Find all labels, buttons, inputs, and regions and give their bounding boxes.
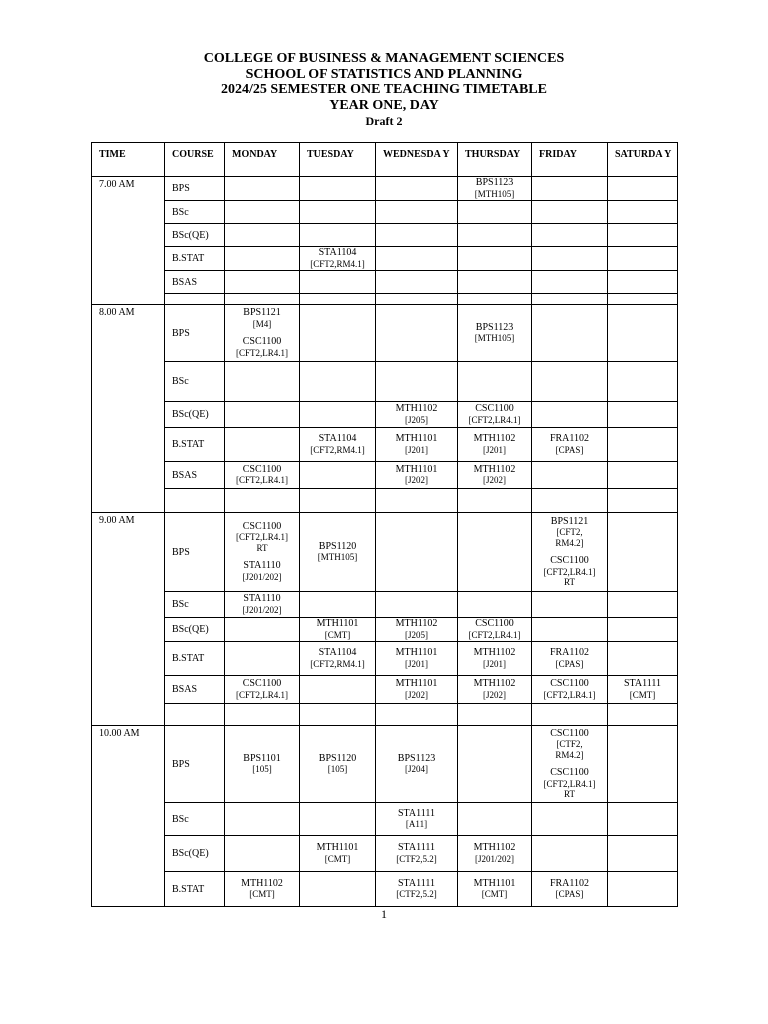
schedule-cell	[376, 803, 458, 836]
schedule-cell	[376, 676, 458, 704]
room-label: [CPAS]	[555, 444, 584, 455]
schedule-cell	[376, 704, 458, 726]
room-label: [CFT2,LR4.1]	[468, 629, 521, 640]
timetable-title: 2024/25 SEMESTER ONE TEACHING TIMETABLE	[221, 82, 547, 97]
course-label: BSc	[165, 803, 225, 836]
room-label: [J201]	[483, 658, 506, 669]
schedule-cell	[532, 177, 608, 201]
year-title: YEAR ONE, DAY	[329, 97, 439, 113]
course-code: MTH1101	[395, 433, 438, 444]
schedule-cell	[300, 201, 376, 224]
schedule-cell	[300, 803, 376, 836]
schedule-cell	[458, 836, 532, 872]
room-label: [J201/202]	[242, 571, 282, 582]
room-label: RT	[256, 542, 268, 553]
schedule-cell	[225, 224, 300, 247]
course-label	[165, 704, 225, 726]
time-slot: 8.00 AM	[92, 305, 165, 513]
schedule-cell	[300, 676, 376, 704]
schedule-cell	[608, 362, 678, 402]
room-label: [CTF2,	[556, 739, 583, 749]
course-label: BPS	[165, 726, 225, 803]
course-code: STA1110	[243, 593, 281, 604]
school-title: SCHOOL OF STATISTICS AND PLANNING	[245, 66, 523, 82]
schedule-cell	[376, 489, 458, 513]
room-label: [CFT2,LR4.1]	[235, 347, 288, 358]
schedule-cell	[376, 836, 458, 872]
room-label: [CFT2,LR4.1]	[235, 475, 288, 485]
schedule-cell	[300, 177, 376, 201]
course-label: BSc(QE)	[165, 402, 225, 428]
schedule-cell	[376, 247, 458, 271]
room-label: [J202]	[405, 689, 428, 700]
schedule-cell	[532, 618, 608, 642]
schedule-cell	[300, 618, 376, 642]
schedule-cell	[300, 271, 376, 294]
room-label: [MTH105]	[474, 333, 515, 343]
schedule-cell	[532, 489, 608, 513]
room-label: [CPAS]	[555, 658, 584, 669]
schedule-cell	[225, 836, 300, 872]
course-label: BSc	[165, 362, 225, 402]
room-label: [J202]	[483, 689, 506, 700]
schedule-cell	[376, 362, 458, 402]
course-code: CSC1100	[550, 767, 589, 778]
document-header	[0, 51, 768, 128]
course-label: BPS	[165, 305, 225, 362]
room-label: [CFT2,RM4.1]	[310, 444, 365, 455]
schedule-cell	[608, 224, 678, 247]
schedule-cell	[532, 201, 608, 224]
schedule-cell	[458, 642, 532, 676]
course-code: CSC1100	[242, 463, 282, 475]
course-code: MTH1101	[395, 463, 438, 475]
course-code: BPS1121	[243, 307, 281, 318]
schedule-cell	[608, 592, 678, 618]
schedule-cell	[608, 305, 678, 362]
room-label: [CFT2,LR4.1]	[543, 566, 596, 577]
course-code: FRA1102	[549, 877, 590, 889]
schedule-cell	[458, 676, 532, 704]
course-code: BPS1121	[550, 515, 589, 527]
schedule-cell	[376, 872, 458, 907]
room-label: [CFT2,RM4.1]	[310, 258, 365, 269]
schedule-cell	[376, 428, 458, 462]
course-label: B.STAT	[165, 872, 225, 907]
schedule-cell	[458, 726, 532, 803]
course-code: STA1111	[624, 678, 661, 689]
schedule-cell	[300, 247, 376, 271]
schedule-cell	[376, 462, 458, 489]
table-row	[92, 618, 678, 642]
table-row	[92, 402, 678, 428]
schedule-cell	[608, 402, 678, 428]
schedule-cell	[532, 294, 608, 305]
table-row	[92, 247, 678, 271]
room-label: [CFT2,LR4.1]	[468, 414, 521, 425]
course-code: BPS1101	[243, 752, 281, 764]
room-label: [CFT2,LR4.1]	[543, 778, 596, 789]
schedule-cell	[532, 271, 608, 294]
room-label: [A11]	[405, 819, 428, 829]
table-row	[92, 224, 678, 247]
schedule-cell	[225, 726, 300, 803]
course-label: B.STAT	[165, 247, 225, 271]
course-code: MTH1101	[395, 678, 438, 689]
room-label: [105]	[252, 764, 272, 774]
table-row	[92, 872, 678, 907]
table-row	[92, 362, 678, 402]
schedule-cell	[376, 224, 458, 247]
schedule-cell	[458, 362, 532, 402]
room-label: [J205]	[405, 629, 428, 640]
schedule-cell	[458, 177, 532, 201]
schedule-cell	[458, 271, 532, 294]
schedule-cell	[532, 305, 608, 362]
schedule-cell	[608, 642, 678, 676]
college-title: COLLEGE OF BUSINESS & MANAGEMENT SCIENCES	[203, 51, 565, 66]
room-label: [J204]	[405, 764, 428, 774]
room-label: [J202]	[483, 475, 506, 485]
schedule-cell	[458, 402, 532, 428]
schedule-cell	[225, 676, 300, 704]
room-label: [J201/202]	[242, 604, 282, 615]
time-slot: 9.00 AM	[92, 513, 165, 726]
course-code: MTH1102	[395, 618, 438, 629]
schedule-cell	[532, 224, 608, 247]
table-row	[92, 592, 678, 618]
schedule-cell	[532, 676, 608, 704]
time-slot: 10.00 AM	[92, 726, 165, 907]
course-code: CSC1100	[475, 403, 514, 414]
course-code: BPS1123	[397, 752, 436, 764]
schedule-cell	[608, 726, 678, 803]
room-label: [105]	[327, 764, 348, 774]
course-code: STA1104	[318, 647, 357, 658]
room-label: RM4.2]	[555, 537, 584, 548]
schedule-cell	[300, 704, 376, 726]
schedule-cell	[225, 592, 300, 618]
schedule-cell	[225, 642, 300, 676]
schedule-cell	[376, 294, 458, 305]
schedule-cell	[376, 726, 458, 803]
schedule-cell	[300, 402, 376, 428]
course-code: CSC1100	[242, 336, 282, 347]
schedule-cell	[458, 513, 532, 592]
course-code: BPS1120	[318, 752, 357, 764]
schedule-cell	[225, 305, 300, 362]
schedule-cell	[300, 428, 376, 462]
schedule-cell	[458, 489, 532, 513]
schedule-cell	[532, 462, 608, 489]
schedule-cell	[376, 642, 458, 676]
room-label: [CFT2,LR4.1]	[235, 689, 288, 700]
schedule-cell	[225, 201, 300, 224]
room-label: [MTH105]	[317, 552, 358, 562]
course-code: BPS1120	[318, 540, 357, 552]
room-label: [J205]	[405, 414, 428, 425]
table-row	[92, 428, 678, 462]
schedule-cell	[376, 271, 458, 294]
course-code: STA1111	[398, 807, 435, 819]
schedule-cell	[458, 803, 532, 836]
schedule-cell	[608, 513, 678, 592]
course-code: BPS1123	[475, 177, 514, 188]
course-code: MTH1101	[316, 618, 359, 629]
schedule-cell	[300, 513, 376, 592]
schedule-cell	[532, 642, 608, 676]
schedule-cell	[225, 618, 300, 642]
table-row	[92, 642, 678, 676]
course-code: MTH1102	[473, 463, 516, 475]
room-label: [J201/202]	[475, 853, 514, 864]
room-label: [CMT]	[324, 853, 351, 864]
course-code: CSC1100	[550, 727, 589, 739]
schedule-cell	[458, 592, 532, 618]
header-row	[92, 143, 678, 177]
schedule-cell	[532, 726, 608, 803]
course-code: MTH1102	[241, 877, 283, 889]
course-code: CSC1100	[242, 520, 282, 532]
table-row	[92, 803, 678, 836]
room-label: [CTF2,5.2]	[396, 853, 437, 864]
schedule-cell	[458, 462, 532, 489]
course-label: BSAS	[165, 676, 225, 704]
draft-label: Draft 2	[365, 114, 403, 128]
schedule-cell	[376, 305, 458, 362]
schedule-cell	[458, 247, 532, 271]
course-label: BSc(QE)	[165, 618, 225, 642]
course-code: STA1110	[243, 560, 281, 572]
room-label: [J201]	[405, 658, 428, 669]
page-number: 1	[381, 907, 387, 921]
course-code: CSC1100	[242, 678, 282, 689]
schedule-cell	[300, 224, 376, 247]
schedule-cell	[532, 513, 608, 592]
course-code: CSC1100	[550, 555, 589, 566]
table-row	[92, 294, 678, 305]
schedule-cell	[225, 402, 300, 428]
schedule-cell	[458, 618, 532, 642]
schedule-cell	[225, 489, 300, 513]
schedule-cell	[532, 592, 608, 618]
course-label: B.STAT	[165, 428, 225, 462]
schedule-cell	[458, 428, 532, 462]
schedule-cell	[300, 872, 376, 907]
schedule-cell	[376, 513, 458, 592]
course-code: MTH1102	[473, 647, 516, 658]
table-row	[92, 704, 678, 726]
course-label	[165, 294, 225, 305]
schedule-cell	[532, 836, 608, 872]
schedule-cell	[225, 872, 300, 907]
schedule-cell	[458, 224, 532, 247]
course-code: CSC1100	[475, 618, 514, 629]
course-code: MTH1102	[473, 433, 516, 444]
table-row	[92, 513, 678, 592]
time-slot: 7.00 AM	[92, 177, 165, 305]
schedule-cell	[532, 803, 608, 836]
schedule-cell	[376, 177, 458, 201]
schedule-cell	[225, 247, 300, 271]
schedule-cell	[225, 294, 300, 305]
course-code: CSC1100	[550, 678, 589, 689]
schedule-cell	[608, 836, 678, 872]
room-label: [CFT2,	[556, 527, 583, 537]
course-code: FRA1102	[549, 647, 590, 658]
schedule-cell	[532, 362, 608, 402]
table-row	[92, 305, 678, 362]
course-label: BSc(QE)	[165, 836, 225, 872]
room-label: [CTF2,5.2]	[396, 889, 437, 899]
course-code: MTH1101	[473, 877, 516, 889]
course-code: FRA1102	[549, 433, 590, 444]
schedule-cell	[300, 489, 376, 513]
table-row	[92, 676, 678, 704]
course-label: BSc	[165, 592, 225, 618]
course-code: STA1104	[318, 247, 357, 258]
room-label: [CMT]	[481, 889, 508, 899]
room-label: [J201]	[405, 444, 428, 455]
schedule-cell	[225, 462, 300, 489]
course-label: BSc	[165, 201, 225, 224]
table-row	[92, 489, 678, 513]
room-label: [CMT]	[324, 629, 351, 640]
room-label: [J202]	[405, 475, 428, 485]
schedule-cell	[225, 271, 300, 294]
schedule-cell	[225, 428, 300, 462]
column-header: THURSDAY	[458, 143, 532, 177]
course-label: BSAS	[165, 271, 225, 294]
room-label: [MTH105]	[474, 188, 515, 199]
schedule-cell	[225, 362, 300, 402]
room-label: [CMT]	[249, 889, 275, 899]
schedule-cell	[532, 428, 608, 462]
schedule-cell	[458, 294, 532, 305]
schedule-cell	[300, 592, 376, 618]
table-row	[92, 726, 678, 803]
column-header: SATURDA Y	[608, 143, 678, 177]
schedule-cell	[458, 704, 532, 726]
schedule-cell	[300, 726, 376, 803]
course-code: STA1111	[398, 842, 435, 853]
column-header: MONDAY	[225, 143, 300, 177]
column-header: TIME	[92, 143, 165, 177]
room-label: [CPAS]	[555, 889, 584, 899]
room-label: [CFT2,LR4.1]	[543, 689, 596, 700]
schedule-cell	[608, 294, 678, 305]
table-row	[92, 177, 678, 201]
table-row	[92, 836, 678, 872]
course-code: STA1111	[398, 877, 435, 889]
schedule-cell	[608, 428, 678, 462]
course-code: MTH1101	[316, 842, 359, 853]
column-header: WEDNESDA Y	[376, 143, 458, 177]
course-label: BPS	[165, 177, 225, 201]
schedule-cell	[608, 872, 678, 907]
schedule-cell	[225, 513, 300, 592]
schedule-cell	[300, 362, 376, 402]
table-row	[92, 201, 678, 224]
schedule-cell	[608, 704, 678, 726]
schedule-cell	[225, 704, 300, 726]
course-label: BSAS	[165, 462, 225, 489]
schedule-cell	[608, 462, 678, 489]
course-label: B.STAT	[165, 642, 225, 676]
schedule-cell	[608, 489, 678, 513]
course-code: MTH1102	[473, 678, 516, 689]
schedule-cell	[300, 462, 376, 489]
schedule-cell	[458, 872, 532, 907]
room-label: [CMT]	[629, 689, 656, 700]
course-code: BPS1123	[475, 321, 514, 333]
course-label	[165, 489, 225, 513]
table-row	[92, 462, 678, 489]
schedule-cell	[608, 271, 678, 294]
schedule-cell	[458, 201, 532, 224]
room-label: [CFT2,LR4.1]	[235, 532, 288, 543]
schedule-cell	[458, 305, 532, 362]
room-label: [CFT2,RM4.1]	[310, 658, 365, 669]
schedule-cell	[300, 305, 376, 362]
timetable	[91, 142, 678, 907]
room-label: [J201]	[483, 444, 506, 455]
schedule-cell	[608, 803, 678, 836]
schedule-cell	[376, 592, 458, 618]
schedule-cell	[225, 803, 300, 836]
course-code: MTH1102	[395, 403, 438, 414]
schedule-cell	[608, 177, 678, 201]
course-code: MTH1102	[473, 842, 516, 853]
schedule-cell	[608, 618, 678, 642]
schedule-cell	[376, 618, 458, 642]
schedule-cell	[532, 872, 608, 907]
course-code: STA1104	[318, 433, 357, 444]
schedule-cell	[376, 402, 458, 428]
schedule-cell	[225, 177, 300, 201]
schedule-cell	[608, 201, 678, 224]
schedule-cell	[532, 402, 608, 428]
course-code: MTH1101	[395, 647, 438, 658]
schedule-cell	[532, 704, 608, 726]
table-row	[92, 271, 678, 294]
room-label: [M4]	[252, 318, 272, 329]
schedule-cell	[532, 247, 608, 271]
column-header: FRIDAY	[532, 143, 608, 177]
course-label: BSc(QE)	[165, 224, 225, 247]
schedule-cell	[300, 836, 376, 872]
course-label: BPS	[165, 513, 225, 592]
room-label: RT	[564, 577, 575, 587]
column-header: TUESDAY	[300, 143, 376, 177]
room-label: RT	[564, 789, 575, 799]
room-label: RM4.2]	[555, 749, 584, 760]
schedule-cell	[376, 201, 458, 224]
schedule-cell	[300, 642, 376, 676]
column-header: COURSE	[165, 143, 225, 177]
schedule-cell	[300, 294, 376, 305]
schedule-cell	[608, 247, 678, 271]
schedule-cell	[608, 676, 678, 704]
